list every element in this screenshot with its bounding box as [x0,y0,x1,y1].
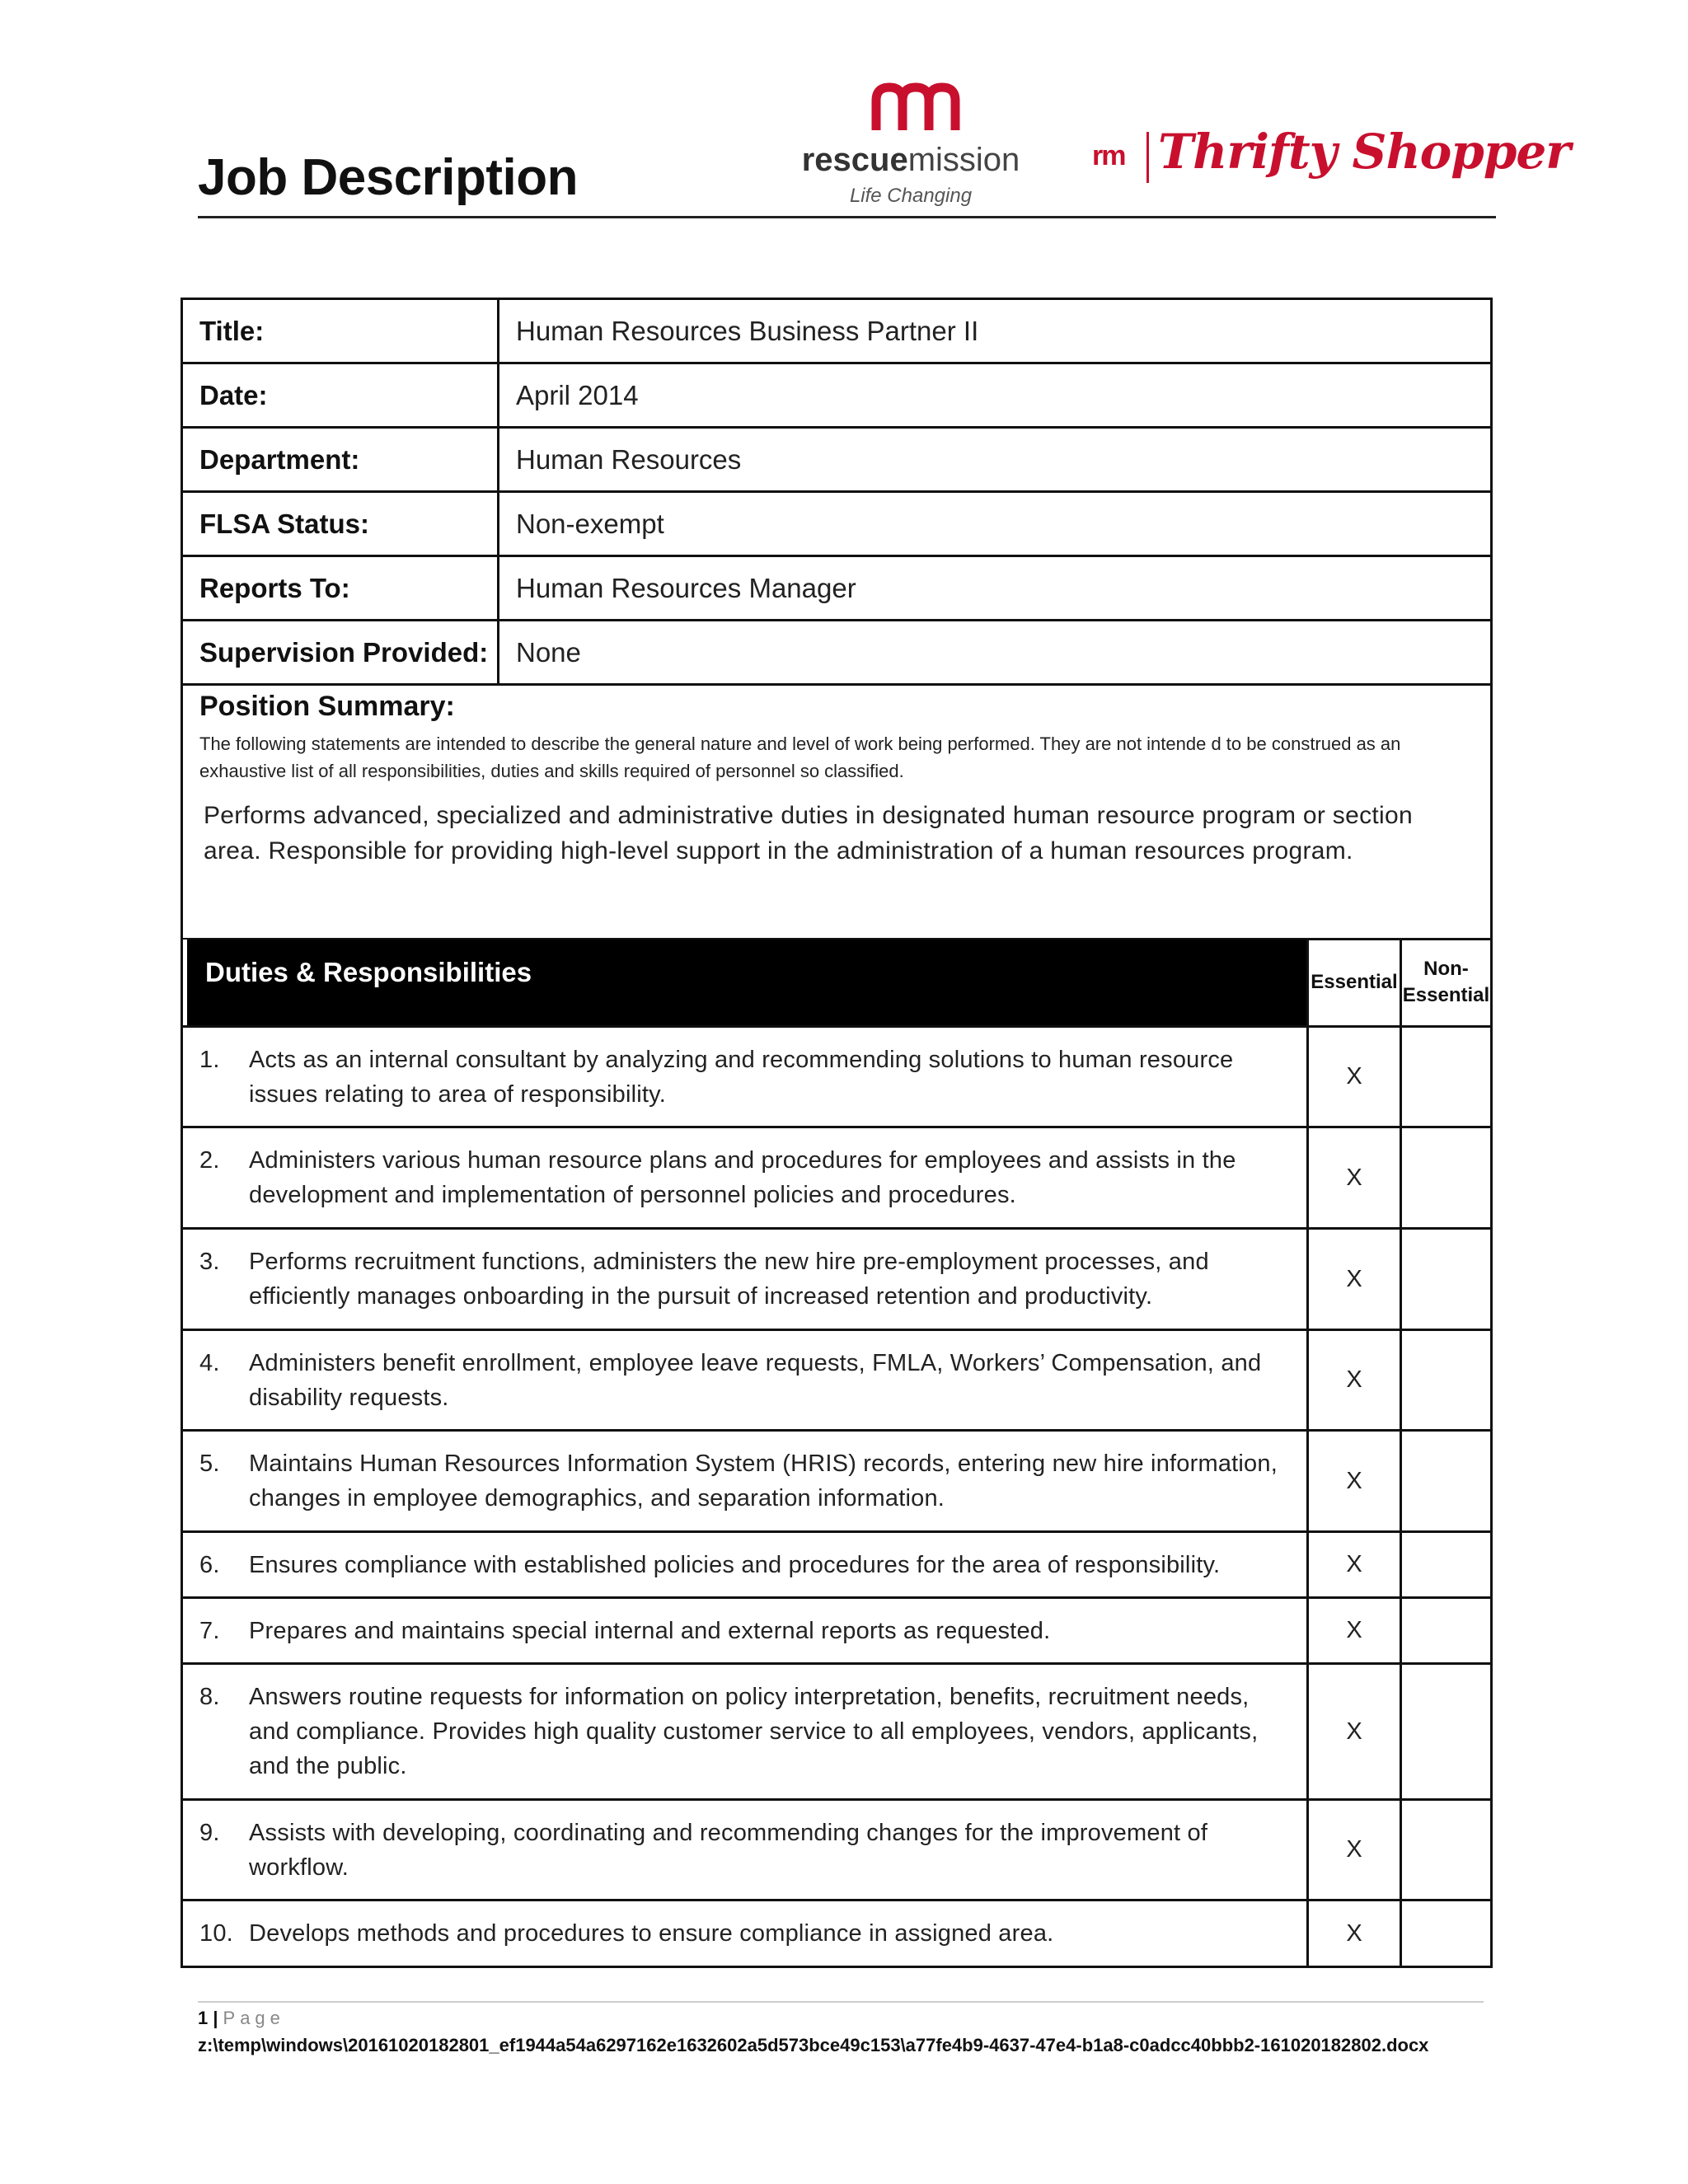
essential-mark: X [1306,1331,1400,1429]
duty-number: 8. [199,1684,220,1710]
info-label: Reports To: [183,557,499,619]
non-essential-column-header: Non- Essential [1400,940,1490,1025]
thrifty-shopper-wordmark: Thrifty Shopper [1158,124,1570,180]
thrifty-shopper-logo [1092,124,1570,190]
duty-description: Administers various human resource plans and procedures for employees and assists in the development and implementation of personnel policies and procedures. [249,1147,1236,1208]
duty-number: 10. [199,1920,233,1947]
duty-row [183,1801,1490,1901]
duty-description: Performs recruitment functions, administers the new hire pre-employment processes, and efficiently manages onboarding in the pursuit of increased retention and productivity. [249,1249,1209,1310]
non-essential-mark [1400,1432,1490,1530]
info-label: Department: [183,429,499,490]
duty-row [183,1599,1490,1665]
info-row-reports-to [183,557,1490,621]
info-row-supervision [183,621,1490,686]
position-summary-text: Performs advanced, specialized and administrative duties in designated human resource program or section area. Responsible for providing high-level support in the administration of a human resources program. [204,802,1413,865]
duty-number: 7. [199,1618,220,1644]
non-essential-mark [1400,1801,1490,1899]
duty-number: 5. [199,1451,220,1477]
rescue-mission-logo [787,82,1034,214]
non-essential-mark [1400,1028,1490,1126]
info-label: Date: [183,364,499,426]
duty-number: 9. [199,1820,220,1846]
duty-row [183,1230,1490,1331]
duties-heading: Duties & Responsibilities [183,940,1306,1025]
info-row-title [183,300,1490,364]
non-essential-mark [1400,1128,1490,1227]
rescue-mission-wordmark: rescuemission [801,142,1020,178]
essential-mark: X [1306,1801,1400,1899]
duty-row [183,1432,1490,1533]
non-essential-mark [1400,1901,1490,1966]
essential-mark: X [1306,1128,1400,1227]
duty-row [183,1901,1490,1966]
info-row-department [183,429,1490,493]
non-essential-mark [1400,1331,1490,1429]
logo-divider [1146,132,1149,183]
essential-mark: X [1306,1533,1400,1596]
duty-description: Administers benefit enrollment, employee leave requests, FMLA, Workers’ Compensation, and disability requests. [249,1350,1262,1411]
duty-row [183,1665,1490,1801]
info-label: Supervision Provided: [183,621,499,683]
non-essential-mark [1400,1533,1490,1596]
duty-description: Answers routine requests for information on policy interpretation, benefits, recruitment needs, and compliance. Provides high quality customer service to all employees, vendors, applicants, and the public. [249,1684,1259,1779]
info-label: Title: [183,300,499,362]
info-row-flsa-status [183,493,1490,557]
header-divider [198,216,1496,218]
duty-description: Maintains Human Resources Information System (HRIS) records, entering new hire information, changes in employee demographics, and separation information. [249,1451,1278,1511]
rm-logo-icon [870,82,960,132]
essential-mark: X [1306,1230,1400,1329]
duty-number: 4. [199,1350,220,1376]
duty-description: Assists with developing, coordinating and recommending changes for the improvement of workflow. [249,1820,1208,1881]
info-row-date [183,364,1490,429]
essential-mark: X [1306,1028,1400,1126]
duty-description: Develops methods and procedures to ensure compliance in assigned area. [249,1920,1054,1947]
info-value: April 2014 [516,380,639,410]
essential-mark: X [1306,1665,1400,1798]
position-summary-heading: Position Summary: [199,691,455,722]
rescue-mission-tagline: Life Changing [849,185,973,207]
position-summary [183,686,1490,938]
essential-mark: X [1306,1432,1400,1530]
page-label: Page [223,2008,285,2028]
info-value: Human Resources [516,444,742,475]
duty-description: Ensures compliance with established policies and procedures for the area of responsibility. [249,1552,1221,1578]
page-footer [198,2008,285,2029]
duty-description: Prepares and maintains special internal and external reports as requested. [249,1618,1051,1644]
position-summary-disclaimer: The following statements are intended to describe the general nature and level of work being performed. They are not intende d to be construed as an exhaustive list of all responsibilities, duties and skills required of personnel so classified. [199,733,1401,781]
duty-number: 3. [199,1249,220,1275]
non-essential-mark [1400,1599,1490,1662]
duty-row [183,1028,1490,1128]
info-value: Non-exempt [516,509,664,539]
document-title: Job Description [198,149,579,206]
info-value: None [516,637,581,668]
footer-divider [198,2001,1484,2003]
essential-column-header: Essential [1306,940,1400,1025]
duty-description: Acts as an internal consultant by analyzing and recommending solutions to human resource issues relating to area of responsibility. [249,1047,1234,1108]
essential-mark: X [1306,1599,1400,1662]
job-info-table [181,298,1493,940]
info-label: FLSA Status: [183,493,499,555]
file-path: z:\temp\windows\20161020182801_ef1944a54a6297162e1632602a5d573bce49c153\a77fe4b9-4637-47e4-b1a8-c0adcc40bbb2-161020182802.docx [198,2035,1429,2055]
rm-small-logo-icon: rm [1092,140,1125,171]
non-essential-mark [1400,1665,1490,1798]
duties-header-row [183,940,1490,1028]
duty-row [183,1331,1490,1432]
essential-mark: X [1306,1901,1400,1966]
info-value: Human Resources Manager [516,573,856,603]
duty-row [183,1533,1490,1599]
duties-table [181,940,1493,1968]
duty-number: 1. [199,1047,220,1073]
page-number: 1 | [198,2008,218,2028]
duty-number: 2. [199,1147,220,1174]
non-essential-mark [1400,1230,1490,1329]
duty-row [183,1128,1490,1230]
duty-number: 6. [199,1552,220,1578]
info-value: Human Resources Business Partner II [516,316,979,346]
